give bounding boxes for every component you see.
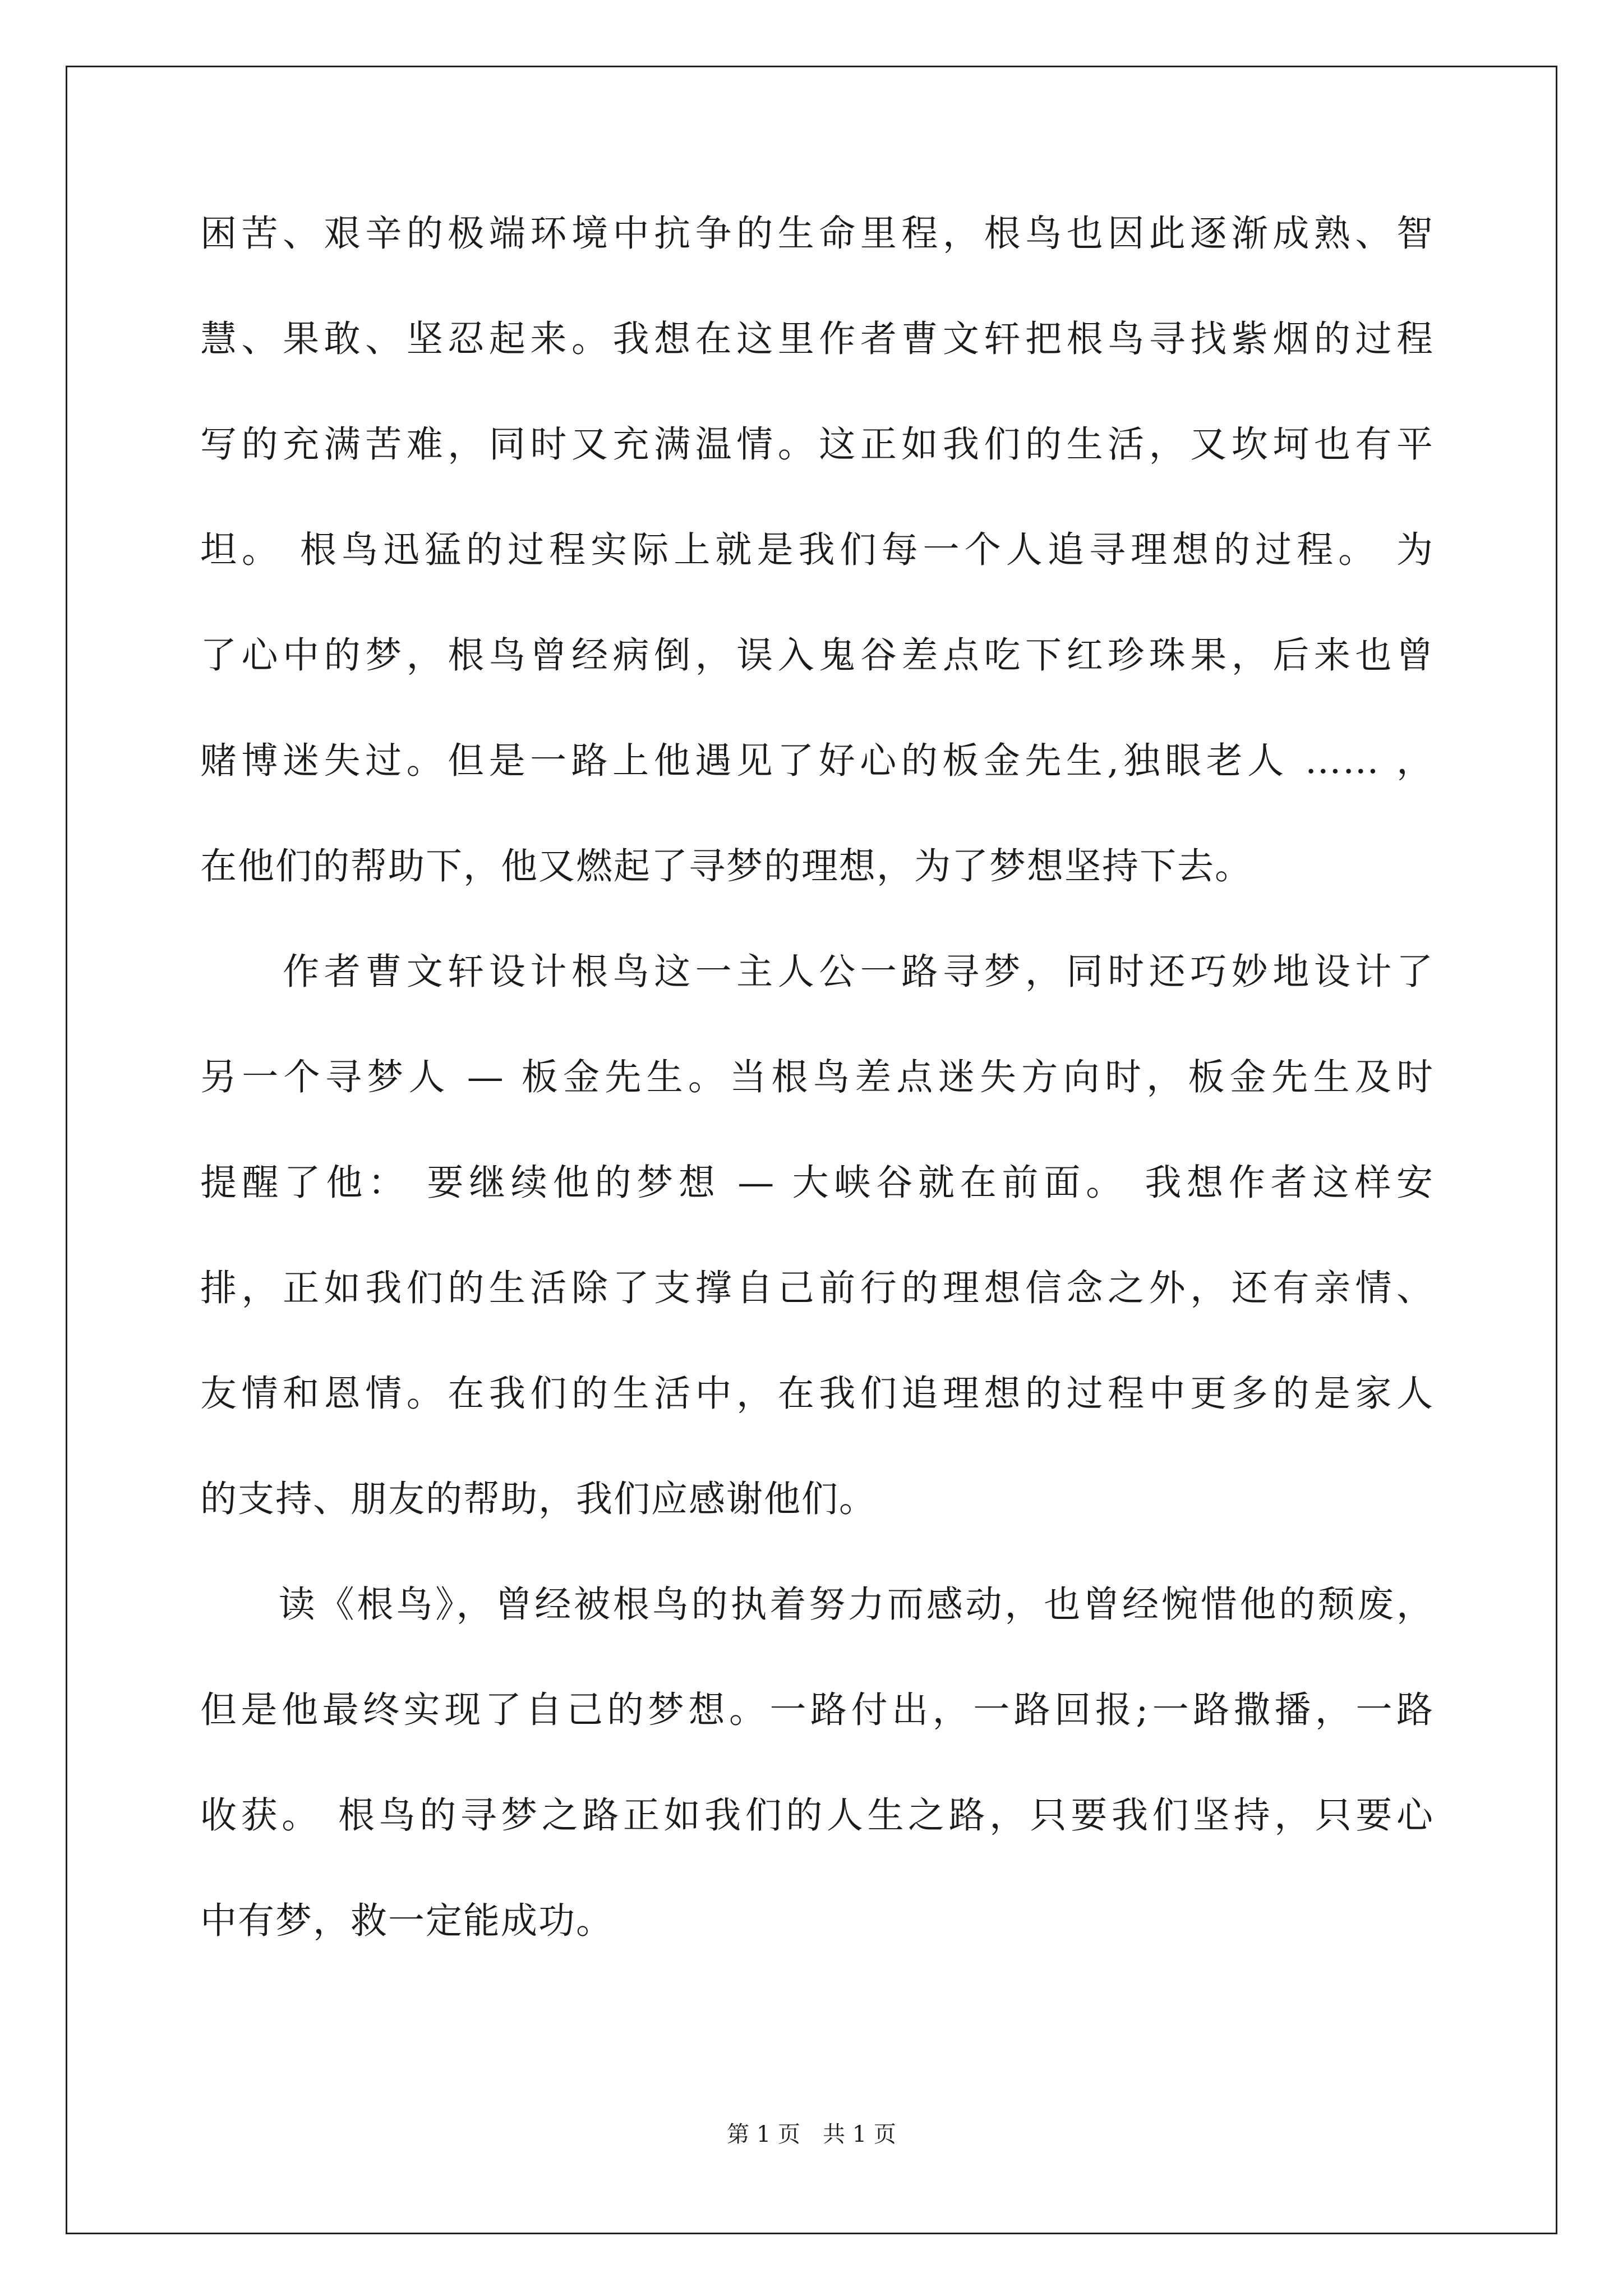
text-line: 困苦、艰辛的极端环境中抗争的生命里程，根鸟也因此逐渐成熟、智 [200,213,1434,255]
page-number-footer: 第 1 页 共 1 页 [727,2122,896,2147]
text-line: 在他们的帮助下，他又燃起了寻梦的理想，为了梦想坚持下去。 [200,845,1253,887]
text-line: 中有梦，救一定能成功。 [200,1900,614,1942]
text-line: 赌博迷失过。但是一路上他遇见了好心的板金先生,独眼老人 …… ， [200,740,1434,782]
text-line: 作者曹文轩设计根鸟这一主人公一路寻梦，同时还巧妙地设计了 [200,951,1434,993]
document-body [200,208,1434,2000]
text-line: 慧、果敢、坚忍起来。我想在这里作者曹文轩把根鸟寻找紫烟的过程 [200,318,1434,360]
text-line: 排，正如我们的生活除了支撑自己前行的理想信念之外，还有亲情、 [200,1267,1434,1309]
text-line: 写的充满苦难，同时又充满温情。这正如我们的生活，又坎坷也有平 [200,424,1434,466]
text-line: 坦。 根鸟迅猛的过程实际上就是我们每一个人追寻理想的过程。 为 [200,529,1434,571]
text-line: 的支持、朋友的帮助，我们应感谢他们。 [200,1478,877,1520]
text-line: 但是他最终实现了自己的梦想。一路付出，一路回报;一路撒播，一路 [200,1689,1434,1731]
text-line: 友情和恩情。在我们的生活中，在我们追理想的过程中更多的是家人 [200,1373,1434,1415]
text-line: 了心中的梦，根鸟曾经病倒，误入鬼谷差点吃下红珍珠果，后来也曾 [200,634,1434,677]
text-line: 读《根鸟》，曾经被根鸟的执着努力而感动，也曾经惋惜他的颓废， [200,1584,1434,1626]
text-line: 提醒了他： 要继续他的梦想 — 大峡谷就在前面。 我想作者这样安 [200,1162,1434,1204]
text-line: 收获。 根鸟的寻梦之路正如我们的人生之路，只要我们坚持，只要心 [200,1795,1434,1837]
text-line: 另一个寻梦人 — 板金先生。当根鸟差点迷失方向时，板金先生及时 [200,1056,1434,1098]
